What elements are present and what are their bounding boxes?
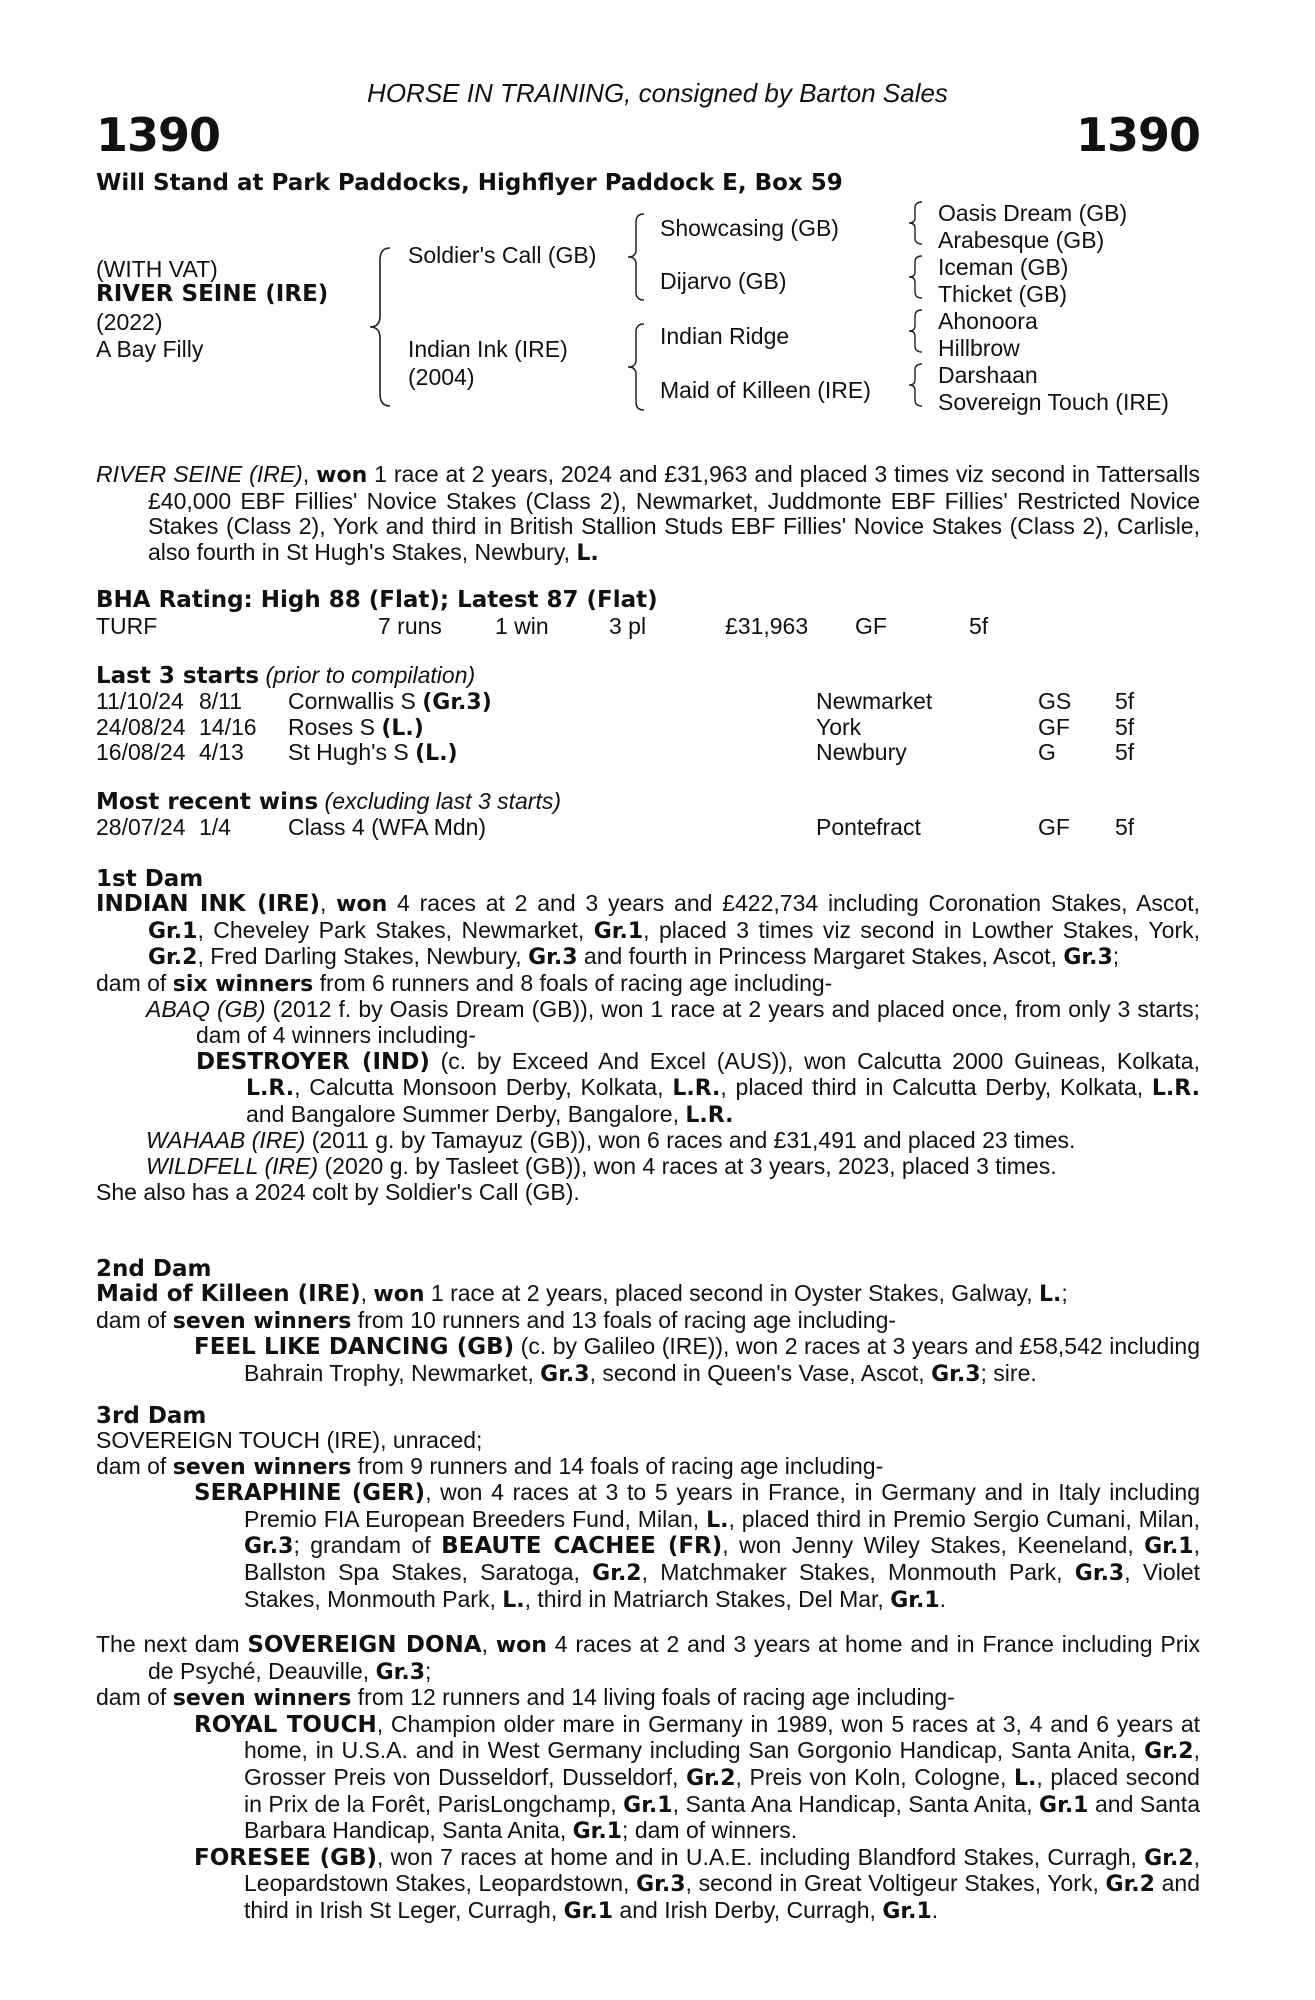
first-dam-section: INDIAN INK (IRE), won 4 races at 2 and 3 years and £422,734 including Coronation Stakes, Ascot, Gr.1, Cheveley Park Stakes, Newmarket, Gr.1, placed 3 times viz second in Lowther Stakes, York, Gr.2, Fred Darling Stakes, Newbury, Gr.3 and fourth in Princess Margaret Stakes, Ascot, Gr.3; dam of six winners from 6 runners and 8 foals of racing age including- ABAQ (GB) (2012 f. by Oasis Dream (GB)), won 1 race at 2 years and placed once, from only 3 starts; dam of 4 winners including- DESTROYER (IND) (c. by Exceed And Excel (AUS)), won Calcutta 2000 Guineas, Kolkata, L.R., Calcutta Monsoon Derby, Kolkata, L.R., placed third in Calcutta Derby, Kolkata, L.R. and Bangalore Summer Derby, Bangalore, L.R. WAHAAB (IRE) (2011 g. by Tamayuz (GB)), won 6 races and £31,491 and placed 23 times. WILDFELL (IRE) (2020 g. by Tasleet (GB)), won 4 races at 3 years, 2023, placed 3 times. She also has a 2024 colt by Soldier's Call (GB). xyxy=(96,890,1200,1205)
form-race-grade: (L.) xyxy=(415,741,458,767)
dam2-damof: dam of xyxy=(96,1306,173,1333)
progeny-seraphine: SERAPHINE (GER) xyxy=(194,1480,426,1507)
royal-grade: Gr.1 xyxy=(572,1819,623,1845)
nextdam-name: SOVEREIGN DONA xyxy=(247,1632,482,1658)
progeny-foresee: FORESEE (GB) xyxy=(194,1844,378,1871)
form-race-grade: (L.) xyxy=(381,715,424,741)
third-dam-heading: 3rd Dam xyxy=(96,1403,207,1429)
nextdam-damof: dam of xyxy=(96,1684,173,1711)
form-date: 24/08/24 xyxy=(96,713,186,740)
horse-name: RIVER SEINE (IRE) xyxy=(96,281,329,307)
last3-note: (prior to compilation) xyxy=(265,662,476,688)
destroyer-grade: L.R. xyxy=(685,1102,734,1128)
pedigree-sds: Iceman (GB) xyxy=(938,254,1069,280)
pedigree-dsd: Hillbrow xyxy=(938,335,1020,361)
form-course: Newbury xyxy=(816,739,907,766)
form-race-name: Cornwallis S xyxy=(288,688,423,714)
royal-grade: Gr.1 xyxy=(1039,1792,1089,1818)
dam2-winners: seven winners xyxy=(172,1308,352,1334)
form-distance: 5f xyxy=(1115,814,1135,840)
foresee-text: and Irish Derby, Curragh, xyxy=(613,1896,883,1923)
form-position: 1/4 xyxy=(199,814,231,840)
foresee-text: , won 7 races at home and in U.A.E. including Blandford Stakes, Curragh, xyxy=(377,1843,1145,1870)
recent-title: Most recent wins xyxy=(96,789,319,815)
progeny-feel-like-dancing: FEEL LIKE DANCING (GB) xyxy=(194,1334,515,1361)
seraphine-grade: L. xyxy=(502,1587,525,1613)
race-summary: RIVER SEINE (IRE), won 1 race at 2 years, 2024 and £31,963 and placed 3 times viz second in Tattersalls £40,000 EBF Fillies' Novice Stakes (Class 2), Newmarket, Juddmonte EBF Fillies' Restricted Novice Stakes (Class 2), York and third in British Stallion Studs EBF Fillies' Novice Stakes (Class 2), Carlisle, also fourth in St Hugh's Stakes, Newbury, L. xyxy=(96,461,1200,566)
foresee-text: , Leopardstown Stakes, Leopardstown, xyxy=(244,1843,1200,1897)
seraphine-grade: L. xyxy=(706,1507,729,1533)
pedigree-brace-ds xyxy=(900,308,928,354)
royal-grade: Gr.2 xyxy=(1144,1739,1194,1765)
form-race-name: St Hugh's S xyxy=(288,739,416,766)
bha-surface: TURF xyxy=(96,613,158,639)
royal-text: and Santa Barbara Handicap, Santa Anita, xyxy=(244,1790,1200,1844)
feel-text: (c. by Galileo (IRE)), won 2 races at 3 years and £58,542 including Bahrain Trophy, Newmarket, xyxy=(244,1333,1200,1386)
form-position: 14/16 xyxy=(199,713,257,740)
form-race-grade: (Gr.3) xyxy=(422,690,492,715)
pedigree-dam-dam: Maid of Killeen (IRE) xyxy=(660,377,871,403)
pedigree-dam-year: (2004) xyxy=(408,364,475,390)
feel-text: , second in Queen's Vase, Ascot, xyxy=(589,1359,932,1386)
form-race-name: Roses S xyxy=(288,713,382,740)
dam1-grade: Gr.3 xyxy=(528,945,578,971)
dam3-damof-text: from 9 runners and 14 foals of racing age including- xyxy=(351,1452,884,1479)
dam1-text: , Cheveley Park Stakes, Newmarket, xyxy=(197,916,594,943)
second-dam-section: Maid of Killeen (IRE), won 1 race at 2 years, placed second in Oyster Stakes, Galway, L.; dam of seven winners from 10 runners and 13 foals of racing age including- FEEL LIKE DANCING (GB) (c. by Galileo (IRE)), won 2 races at 3 years and £58,542 including Bahrain Trophy, Newmarket, Gr.3, second in Queen's Vase, Ascot, Gr.3; sire. xyxy=(96,1280,1200,1387)
seraphine-text: , third in Matriarch Stakes, Del Mar, xyxy=(524,1585,891,1612)
bha-going: GF xyxy=(855,613,887,639)
pedigree-sdd: Thicket (GB) xyxy=(938,281,1068,307)
consignment-line: HORSE IN TRAINING, consigned by Barton Sales xyxy=(367,78,948,108)
last3-heading xyxy=(96,662,475,689)
pedigree-brace-ss xyxy=(900,200,928,246)
form-date: 28/07/24 xyxy=(96,814,186,840)
royal-text: , Grosser Preis von Dusseldorf, Dusseldorf, xyxy=(244,1737,1200,1790)
summary-horse-name: RIVER SEINE (IRE) xyxy=(96,461,303,487)
dam2-damof-text: from 10 runners and 13 foals of racing age including- xyxy=(351,1306,897,1333)
form-course: York xyxy=(816,713,862,740)
seraphine-grade: Gr.2 xyxy=(592,1560,642,1586)
seraphine-text: . xyxy=(939,1585,947,1612)
second-dam-heading: 2nd Dam xyxy=(96,1256,212,1282)
form-distance: 5f xyxy=(1115,688,1135,714)
seraphine-grade: Gr.3 xyxy=(244,1534,294,1560)
pedigree-brace-dam xyxy=(620,322,650,412)
dam1-grade: Gr.1 xyxy=(148,918,198,944)
seraphine-grade: Gr.1 xyxy=(1144,1534,1194,1560)
form-race xyxy=(288,814,486,841)
bha-prize: £31,963 xyxy=(725,613,809,639)
form-race-name: Class 4 (WFA Mdn) xyxy=(288,814,487,840)
pedigree-brace-sire xyxy=(620,212,650,302)
dam2-text: 1 race at 2 years, placed second in Oyster Stakes, Galway, xyxy=(424,1280,1040,1306)
form-date: 11/10/24 xyxy=(96,688,184,714)
vat-note: (WITH VAT) xyxy=(96,256,218,282)
foresee-text: , second in Great Voltigeur Stakes, York, xyxy=(685,1870,1106,1897)
form-going: G xyxy=(1038,739,1056,766)
dam3-damof: dam of xyxy=(96,1452,173,1479)
destroyer-text: (c. by Exceed And Excel (AUS)), won Calcutta 2000 Guineas, Kolkata, xyxy=(429,1047,1200,1074)
bha-runs: 7 runs xyxy=(378,613,442,639)
form-race xyxy=(288,714,424,741)
progeny-wahaab: WAHAAB (IRE) xyxy=(146,1127,306,1154)
pedigree-brace-sd xyxy=(900,254,928,300)
dam1-grade: Gr.1 xyxy=(593,918,644,944)
dam1-text: , placed 3 times viz second in Lowther Stakes, York, xyxy=(643,916,1200,943)
dam1-damof: dam of xyxy=(96,969,173,996)
foresee-grade: Gr.2 xyxy=(1144,1845,1194,1871)
pedigree-dds: Darshaan xyxy=(938,362,1038,388)
feel-grade: Gr.3 xyxy=(931,1361,981,1387)
progeny-wildfell: WILDFELL (IRE) xyxy=(146,1152,319,1179)
pedigree-ssd: Arabesque (GB) xyxy=(938,227,1105,253)
foresee-grade: Gr.2 xyxy=(1105,1872,1155,1898)
pedigree-sire-sire: Showcasing (GB) xyxy=(660,215,839,241)
dam1-also: She also has a 2024 colt by Soldier's Call (GB). xyxy=(96,1178,580,1205)
dam1-won: won xyxy=(336,892,388,917)
nextdam-text: 4 races at 2 and 3 years at home and in France including Prix de Psyché, Deauville, xyxy=(148,1631,1200,1684)
seraphine-text: , Matchmaker Stakes, Monmouth Park, xyxy=(641,1558,1075,1585)
nextdam-winners: seven winners xyxy=(172,1686,352,1712)
progeny-abaq-text: (2012 f. by Oasis Dream (GB)), won 1 race at 2 years and placed once, from only 3 starts; dam of 4 winners including- xyxy=(196,996,1200,1048)
form-date: 16/08/24 xyxy=(96,739,186,766)
nextdam-damof-text: from 12 runners and 14 living foals of racing age including- xyxy=(351,1684,955,1711)
pedigree-dam-sire: Indian Ridge xyxy=(660,323,790,349)
dam1-winners: six winners xyxy=(172,971,314,997)
next-dam-section xyxy=(96,1632,1200,1925)
progeny-destroyer: DESTROYER (IND) xyxy=(196,1048,430,1075)
third-dam-section xyxy=(96,1428,1200,1613)
pedigree-sss: Oasis Dream (GB) xyxy=(938,200,1128,226)
dam1-grade: Gr.2 xyxy=(148,945,198,971)
bha-rating-heading: BHA Rating: High 88 (Flat); Latest 87 (Flat) xyxy=(96,587,658,613)
seraphine-text: ; grandam of xyxy=(293,1532,442,1559)
form-course: Newmarket xyxy=(816,688,933,714)
dam1-text: ; xyxy=(1112,943,1120,970)
dam2-text: ; xyxy=(1061,1280,1068,1306)
form-going: GS xyxy=(1038,688,1072,714)
royal-text: , placed second in Prix de la Forêt, ParisLongchamp, xyxy=(244,1763,1200,1817)
foresee-grade: Gr.3 xyxy=(636,1872,686,1898)
feel-grade: Gr.3 xyxy=(540,1361,590,1387)
foresee-grade: Gr.1 xyxy=(563,1898,614,1924)
royal-text: , Preis von Koln, Cologne, xyxy=(735,1763,1014,1790)
royal-grade: L. xyxy=(1014,1765,1037,1791)
foresee-text: . xyxy=(931,1896,939,1923)
recent-heading xyxy=(96,788,561,815)
pedigree-dam: Indian Ink (IRE) xyxy=(408,336,568,362)
royal-grade: Gr.1 xyxy=(623,1792,673,1818)
destroyer-grade: L.R. xyxy=(246,1076,295,1102)
bha-wins: 1 win xyxy=(495,613,549,639)
summary-listed: L. xyxy=(576,540,599,566)
seraphine-grade: Gr.1 xyxy=(890,1587,940,1613)
foresee-text: and third in Irish St Leger, Curragh, xyxy=(244,1870,1201,1923)
royal-text: , Champion older mare in Germany in 1989, won 5 races at 3, 4 and 6 years at home, in U.S.A. and in West Germany including San Gorgonio Handicap, Santa Anita, xyxy=(244,1710,1201,1764)
dam1-damof-text: from 6 runners and 8 foals of racing age including- xyxy=(313,969,833,996)
dam1-text: 4 races at 2 and 3 years and £422,734 including Coronation Stakes, Ascot, xyxy=(387,890,1200,916)
form-going: GF xyxy=(1038,814,1070,840)
nextdam-text: ; xyxy=(425,1657,432,1684)
progeny-wildfell-text: (2020 g. by Tasleet (GB)), won 4 races at 3 years, 2023, placed 3 times. xyxy=(318,1152,1057,1179)
destroyer-text: , Calcutta Monsoon Derby, Kolkata, xyxy=(294,1074,673,1101)
progeny-abaq: ABAQ (GB) xyxy=(146,996,266,1023)
royal-text: ; dam of winners. xyxy=(622,1817,798,1844)
destroyer-grade: L.R. xyxy=(1151,1076,1200,1102)
form-course: Pontefract xyxy=(816,814,921,840)
dam2-name: Maid of Killeen (IRE) xyxy=(96,1281,361,1307)
seraphine-grade: Gr.3 xyxy=(1074,1560,1125,1586)
first-dam-heading: 1st Dam xyxy=(96,866,204,892)
form-distance: 5f xyxy=(1115,713,1135,740)
pedigree-sire: Soldier's Call (GB) xyxy=(408,242,597,268)
pedigree-ddd: Sovereign Touch (IRE) xyxy=(938,389,1169,415)
horse-year: (2022) xyxy=(96,309,163,335)
destroyer-text: , placed third in Calcutta Derby, Kolkata, xyxy=(720,1074,1152,1101)
pedigree-brace-main xyxy=(360,246,400,408)
royal-grade: Gr.2 xyxy=(686,1765,736,1791)
recent-note: (excluding last 3 starts) xyxy=(324,788,562,814)
dam1-text: , Fred Darling Stakes, Newbury, xyxy=(197,943,529,970)
form-position: 8/11 xyxy=(199,688,243,714)
form-distance: 5f xyxy=(1115,739,1135,766)
lot-number-left: 1390 xyxy=(96,108,221,162)
progeny-wahaab-text: (2011 g. by Tamayuz (GB)), won 6 races and £31,491 and placed 23 times. xyxy=(305,1127,1076,1154)
dam3-line1: SOVEREIGN TOUCH (IRE), unraced; xyxy=(96,1427,483,1453)
dam3-winners: seven winners xyxy=(172,1454,352,1480)
bha-placed: 3 pl xyxy=(609,613,647,639)
form-race xyxy=(288,739,458,766)
nextdam-text: The next dam xyxy=(96,1631,248,1657)
dam2-grade: L. xyxy=(1039,1282,1062,1307)
seraphine-text: , Violet Stakes, Monmouth Park, xyxy=(244,1558,1200,1612)
summary-text: 1 race at 2 years, 2024 and £31,963 and placed 3 times viz second in Tattersalls £40,000 EBF Fillies' Novice Stakes (Class 2), Newmarket, Juddmonte EBF Fillies' Restricted Novice Stakes (Class 2), York and third in British Stallion Studs EBF Fillies' Novice Stakes (Class 2), Carlisle, also fourth in St Hugh's Stakes, Newbury, xyxy=(148,461,1200,565)
form-going: GF xyxy=(1038,713,1070,740)
grandprogeny-beaute-cachee: BEAUTE CACHEE (FR) xyxy=(441,1533,723,1560)
dam2-won: won xyxy=(373,1282,425,1307)
destroyer-text: and Bangalore Summer Derby, Bangalore, xyxy=(246,1100,686,1127)
seraphine-text: , placed third in Premio Sergio Cumani, Milan, xyxy=(728,1505,1200,1532)
summary-won: won xyxy=(316,463,368,488)
feel-text: ; sire. xyxy=(980,1359,1037,1386)
nextdam-text: , xyxy=(481,1631,496,1657)
progeny-royal-touch: ROYAL TOUCH xyxy=(194,1711,377,1738)
dam1-name: INDIAN INK (IRE) xyxy=(96,891,320,917)
form-race xyxy=(288,688,492,715)
stand-location: Will Stand at Park Paddocks, Highflyer Paddock E, Box 59 xyxy=(96,170,843,196)
horse-description: A Bay Filly xyxy=(96,336,204,362)
seraphine-text: , won Jenny Wiley Stakes, Keeneland, xyxy=(722,1532,1145,1559)
nextdam-grade: Gr.3 xyxy=(375,1659,426,1685)
royal-text: , Santa Ana Handicap, Santa Anita, xyxy=(672,1790,1040,1817)
seraphine-text: , won 4 races at 3 to 5 years in France, in Germany and in Italy including Premio FIA European Breeders Fund, Milan, xyxy=(244,1479,1200,1532)
destroyer-grade: L.R. xyxy=(672,1076,721,1102)
foresee-grade: Gr.1 xyxy=(882,1898,932,1924)
pedigree-brace-dd xyxy=(900,362,928,408)
bha-distance: 5f xyxy=(969,613,989,639)
seraphine-text: , Ballston Spa Stakes, Saratoga, xyxy=(244,1532,1200,1585)
dam1-grade: Gr.3 xyxy=(1063,945,1113,971)
last3-title: Last 3 starts xyxy=(96,663,260,689)
form-position: 4/13 xyxy=(199,739,244,766)
pedigree-sire-dam: Dijarvo (GB) xyxy=(660,268,787,294)
lot-number-right: 1390 xyxy=(1075,108,1200,162)
pedigree-dss: Ahonoora xyxy=(938,308,1038,334)
dam1-text: and fourth in Princess Margaret Stakes, Ascot, xyxy=(577,943,1064,970)
nextdam-won: won xyxy=(495,1633,547,1658)
